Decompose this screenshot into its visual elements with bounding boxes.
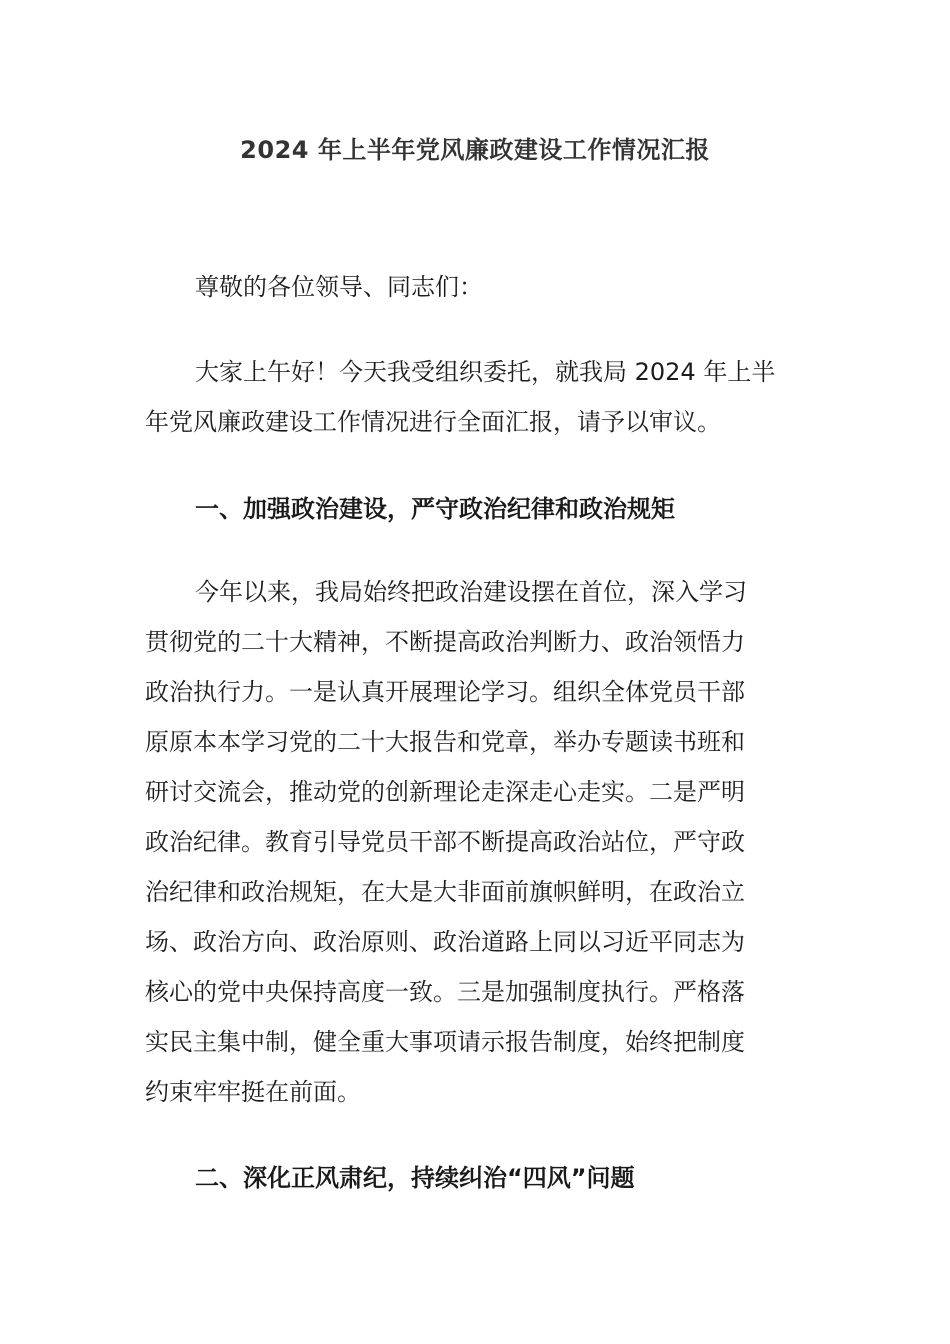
section-1-heading: 一、加强政治建设，严守政治纪律和政治规矩 (195, 495, 675, 523)
body-line: 治纪律和政治规矩，在大是大非面前旗帜鲜明，在政治立 (145, 878, 745, 906)
body-line: 实民主集中制，健全重大事项请示报告制度，始终把制度 (145, 1028, 745, 1056)
section-1-body (145, 567, 810, 1117)
section-2-heading: 二、深化正风肃纪，持续纠治“四风”问题 (195, 1164, 635, 1192)
body-line: 约束牢牢挺在前面。 (145, 1078, 361, 1106)
document-title: 2024 年上半年党风廉政建设工作情况汇报 (240, 136, 710, 164)
intro-line: 大家上午好！今天我受组织委托，就我局 2024 年上半 (195, 358, 776, 386)
intro-paragraph (145, 347, 810, 447)
body-line: 政治执行力。一是认真开展理论学习。组织全体党员干部 (145, 678, 745, 706)
body-line: 贯彻党的二十大精神，不断提高政治判断力、政治领悟力 (145, 628, 745, 656)
intro-line: 年党风廉政建设工作情况进行全面汇报，请予以审议。 (145, 408, 721, 436)
body-line: 场、政治方向、政治原则、政治道路上同以习近平同志为 (145, 928, 745, 956)
body-line: 今年以来，我局始终把政治建设摆在首位，深入学习 (195, 578, 747, 606)
body-line: 原原本本学习党的二十大报告和党章，举办专题读书班和 (145, 728, 745, 756)
body-line: 核心的党中央保持高度一致。三是加强制度执行。严格落 (145, 978, 745, 1006)
body-line: 政治纪律。教育引导党员干部不断提高政治站位，严守政 (145, 828, 745, 856)
body-line: 研讨交流会，推动党的创新理论走深走心走实。二是严明 (145, 778, 745, 806)
greeting-paragraph (145, 262, 810, 312)
greeting-text: 尊敬的各位领导、同志们： (195, 273, 483, 301)
